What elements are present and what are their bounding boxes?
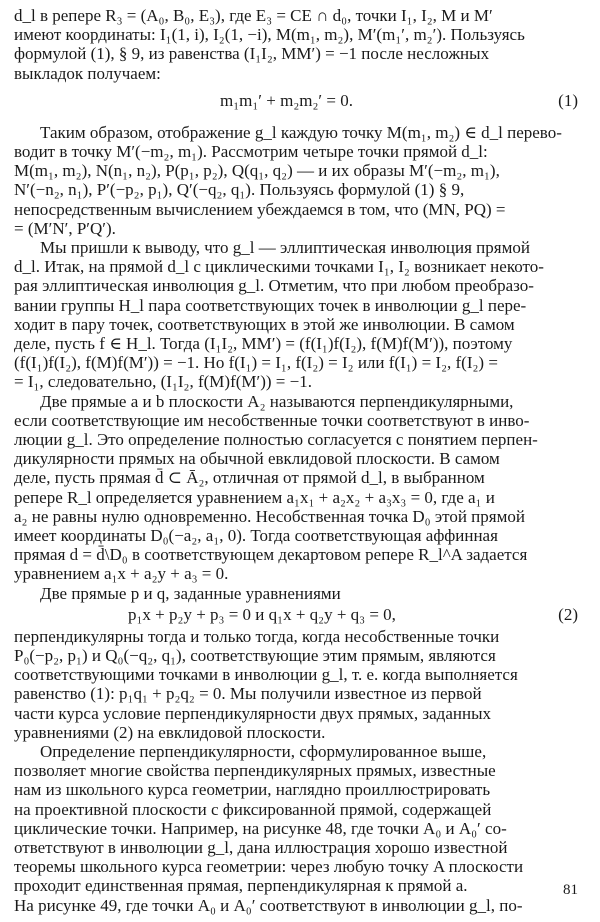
text-line: водит в точку M′(−m₂, m₁). Рассмотрим четыре точки прямой d_l: bbox=[14, 142, 488, 161]
text-line: (f(I₁)f(I₂), f(M)f(M′)) = −1. Но f(I₁) = I₁, f(I₂) = I₂ или f(I₁) = I₂, f(I₂) = bbox=[14, 353, 498, 373]
text-line: вании группы H_l пара соответствующих точек в инволюции g_l пере- bbox=[14, 295, 527, 315]
text-line: M(m₁, m₂), N(n₁, n₂), P(p₁, p₂), Q(q₁, q₂) — и их образы M′(−m₂, m₁), bbox=[14, 161, 500, 181]
text-line: позволяет многие свойства перпендикулярных прямых, известные bbox=[14, 761, 496, 781]
text-line: Две прямые p и q, заданные уравнениями bbox=[40, 583, 341, 603]
text-line: люции g_l. Это определение полностью согласуется с понятием перпен- bbox=[14, 430, 538, 449]
text-line: Определение перпендикулярности, сформулированное выше, bbox=[40, 742, 487, 761]
text-line: выкладок получаем: bbox=[14, 63, 161, 83]
equation-2-number: (2) bbox=[558, 604, 578, 624]
text-line: = (M′N′, P′Q′). bbox=[14, 218, 116, 238]
text-line: рая эллиптическая инволюция g_l. Отметим, что при любом преобразо- bbox=[14, 276, 534, 296]
text-line: деле, пусть f ∈ H_l. Тогда (I₁I₂, MM′) = (f(I₁)f(I₂), f(M)f(M′)), поэтому bbox=[14, 334, 513, 353]
text-line: d_l в репере R₃ = (A₀, B₀, E₃), где E₃ = CE ∩ d₀, точки I₁, I₂, M и M′ bbox=[14, 6, 493, 25]
text-line: дикулярности прямых на обычной евклидовой плоскости. В самом bbox=[14, 449, 500, 469]
text-line: Мы пришли к выводу, что g_l — эллиптическая инволюция прямой bbox=[40, 238, 530, 257]
text-line: d_l. Итак, на прямой d_l с циклическими точками I₁, I₂ возникает некото- bbox=[14, 257, 544, 277]
text-line: ходит в пару точек, соответствующих в этой же инволюции. В самом bbox=[14, 314, 515, 334]
text-line: формулой (1), § 9, из равенства (I₁I₂, MM′) = −1 после несложных bbox=[14, 44, 490, 64]
text-line: прямая d = d̄\D₀ в соответствующем декартовом репере R_l^A задается bbox=[14, 545, 528, 565]
text-line: равенство (1): p₁q₁ + p₂q₂ = 0. Мы получили известное из первой bbox=[14, 684, 482, 704]
text-line: a₂ не равны нулю одновременно. Несобственная точка D₀ этой прямой bbox=[14, 506, 525, 526]
text-line: Две прямые a и b плоскости A₂ называются перпендикулярными, bbox=[40, 391, 514, 411]
text-line: деле, пусть прямая d̄ ⊂ Ā₂, отличная от прямой d_l, в выбранном bbox=[14, 468, 485, 488]
equation-1: m₁m₁′ + m₂m₂′ = 0. bbox=[220, 90, 353, 110]
text-line: если соответствующие им несобственные точки соответствуют в инво- bbox=[14, 410, 530, 430]
text-line: части курса условие перпендикулярности двух прямых, заданных bbox=[14, 703, 491, 723]
page-number: 81 bbox=[563, 882, 578, 898]
text-line: нам из школьного курса геометрии, наглядно проиллюстрировать bbox=[14, 780, 491, 800]
text-line: репере R_l определяется уравнением a₁x₁ + a₂x₂ + a₃x₃ = 0, где a₁ и bbox=[14, 487, 495, 507]
equation-2: p₁x + p₂y + p₃ = 0 и q₁x + q₂y + q₃ = 0, bbox=[128, 604, 396, 624]
text-line: имеют координаты: I₁(1, i), I₂(1, −i), M(m₁, m₂), M′(m₁′, m₂′). Пользуясь bbox=[14, 25, 525, 45]
text-line: уравнениями (2) на евклидовой плоскости. bbox=[14, 722, 326, 742]
text-line: непосредственным вычислением убеждаемся в том, что (MN, PQ) = bbox=[14, 199, 506, 219]
text-line: уравнением a₁x + a₂y + a₃ = 0. bbox=[14, 564, 229, 584]
text-line: N′(−n₂, n₁), P′(−p₂, p₁), Q′(−q₂, q₁). Пользуясь формулой (1) § 9, bbox=[14, 180, 465, 200]
text-line: соответствующими точками в инволюции g_l, т. е. когда выполняется bbox=[14, 665, 518, 685]
text-line: = I₁, следовательно, (I₁I₂, f(M)f(M′)) = −1. bbox=[14, 372, 312, 392]
text-line: циклические точки. Например, на рисунке 48, где точки A₀ и A₀′ со- bbox=[14, 818, 507, 838]
text-line: ответствуют в инволюции g_l, дана иллюстрация хорошо известной bbox=[14, 838, 508, 857]
text-line: проходит единственная прямая, перпендикулярная к прямой a. bbox=[14, 876, 468, 896]
text-line: имеет координаты D₀(−a₂, a₁, 0). Тогда соответствующая аффинная bbox=[14, 526, 498, 545]
text-line: теоремы школьного курса геометрии: через любую точку A плоскости bbox=[14, 857, 524, 877]
text-line: На рисунке 49, где точки A₀ и A₀′ соответствуют в инволюции g_l, по- bbox=[14, 895, 523, 915]
text-line: на проективной плоскости с фиксированной прямой, содержащей bbox=[14, 799, 492, 819]
equation-1-number: (1) bbox=[558, 90, 578, 110]
text-line: Таким образом, отображение g_l каждую точку M(m₁, m₂) ∈ d_l перево- bbox=[40, 122, 562, 142]
text-line: перпендикулярны тогда и только тогда, когда несобственные точки bbox=[14, 626, 500, 646]
text-line: P₀(−p₂, p₁) и Q₀(−q₂, q₁), соответствующие этим прямым, являются bbox=[14, 646, 496, 665]
